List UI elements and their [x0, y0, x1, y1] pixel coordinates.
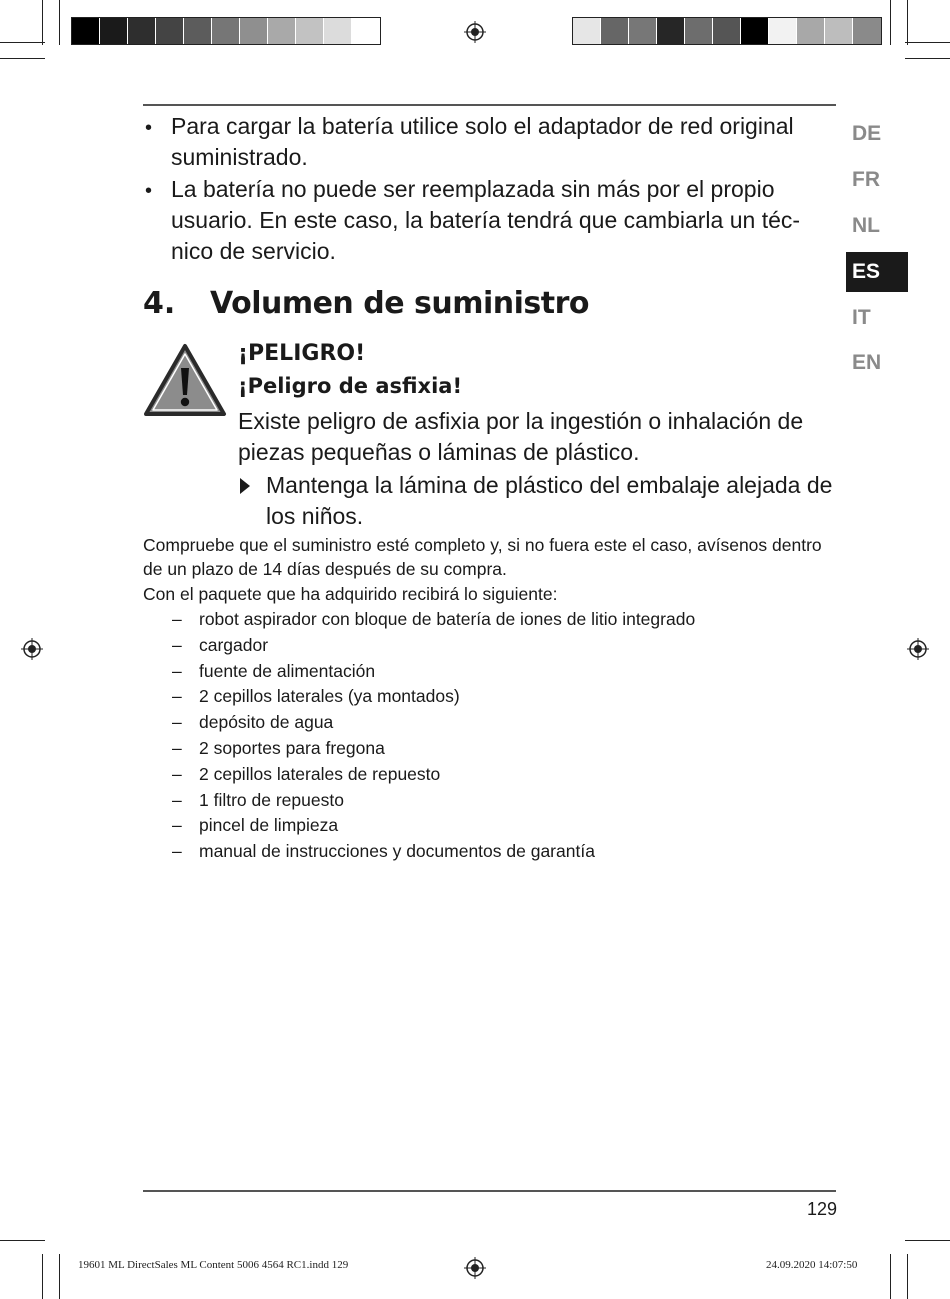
- color-swatch: [573, 18, 601, 44]
- registration-mark-icon: [907, 638, 929, 660]
- registration-mark-icon: [464, 1257, 486, 1279]
- color-swatch: [240, 18, 268, 44]
- list-dash: –: [172, 737, 182, 758]
- color-swatch: [685, 18, 713, 44]
- crop-mark: [907, 0, 908, 45]
- lang-tab-de[interactable]: DE: [852, 122, 882, 145]
- header-rule: [143, 104, 836, 106]
- crop-mark: [0, 42, 45, 43]
- color-swatch: [184, 18, 212, 44]
- list-dash: –: [172, 815, 182, 836]
- paragraph: Compruebe que el suministro esté completo y, si no fuera este el caso, avísenos dentro de un plazo de 14 días después de su compra.: [143, 535, 822, 579]
- list-dash: –: [172, 686, 182, 707]
- crop-mark: [59, 0, 60, 45]
- crop-mark: [42, 1254, 43, 1299]
- color-swatch: [629, 18, 657, 44]
- color-swatch: [324, 18, 352, 44]
- list-dash: –: [172, 841, 182, 862]
- footer-rule: [143, 1190, 836, 1192]
- lang-tab-it[interactable]: IT: [852, 306, 871, 329]
- list-item-text: manual de instrucciones y documentos de garantía: [199, 841, 595, 862]
- warning-text: Existe peligro de asfixia por la ingestión o inhalación de piezas pequeñas o láminas de plástico.: [238, 408, 804, 465]
- color-swatch: [156, 18, 184, 44]
- crop-mark: [905, 42, 950, 43]
- list-item-text: 2 cepillos laterales de repuesto: [199, 763, 441, 784]
- crop-mark: [905, 58, 950, 59]
- warning-subheading: ¡Peligro de asfixia!: [238, 374, 463, 398]
- crop-mark: [890, 1254, 891, 1299]
- arrow-right-icon: [240, 478, 250, 494]
- color-swatch: [769, 18, 797, 44]
- list-item-text: pincel de limpieza: [199, 815, 339, 836]
- color-swatch: [825, 18, 853, 44]
- color-swatch: [853, 18, 881, 44]
- bullet-symbol: •: [145, 117, 153, 139]
- list-dash: –: [172, 712, 182, 733]
- list-item-text: fuente de alimentación: [199, 660, 376, 681]
- color-swatch: [352, 18, 380, 44]
- list-dash: –: [172, 634, 182, 655]
- warning-triangle-icon: [143, 343, 227, 417]
- color-swatch: [601, 18, 629, 44]
- color-swatch: [212, 18, 240, 44]
- list-dash: –: [172, 789, 182, 810]
- crop-mark: [42, 0, 43, 45]
- list-item-text: 2 soportes para fregona: [199, 737, 385, 758]
- color-calibration-bar: [572, 17, 882, 45]
- lang-tab-nl[interactable]: NL: [852, 214, 880, 237]
- list-dash: –: [172, 609, 182, 629]
- crop-mark: [59, 1254, 60, 1299]
- section-title: Volumen de suministro: [210, 286, 590, 321]
- list-dash: –: [172, 660, 182, 681]
- color-swatch: [741, 18, 769, 44]
- registration-mark-icon: [464, 21, 486, 43]
- list-item-text: depósito de agua: [199, 712, 334, 733]
- color-calibration-bar: [71, 17, 381, 45]
- crop-mark: [905, 1240, 950, 1241]
- color-swatch: [128, 18, 156, 44]
- warning-action: Mantenga la lámina de plástico del embalaje alejada de los niños.: [266, 472, 833, 529]
- bullet-symbol: •: [145, 180, 153, 202]
- lang-tab-fr[interactable]: FR: [852, 168, 880, 191]
- list-dash: –: [172, 763, 182, 784]
- list-item-text: 2 cepillos laterales (ya montados): [199, 686, 460, 707]
- warning-heading: ¡PELIGRO!: [238, 341, 366, 366]
- list-item-text: 1 filtro de repuesto: [199, 789, 344, 810]
- list-item-text: cargador: [199, 634, 269, 655]
- bullet-item: La batería no puede ser reemplazada sin más por el propio usuario. En este caso, la batería tendrá que cambiarla un téc- nico de servicio.: [171, 176, 801, 264]
- paragraph: Con el paquete que ha adquirido recibirá lo siguiente:: [143, 584, 558, 604]
- list-item-text: robot aspirador con bloque de batería de iones de litio integrado: [199, 609, 696, 629]
- color-swatch: [296, 18, 324, 44]
- bullet-item: Para cargar la batería utilice solo el adaptador de red original suministrado.: [171, 113, 794, 170]
- lang-tab-es[interactable]: ES: [846, 252, 908, 292]
- color-swatch: [72, 18, 100, 44]
- page-number: 129: [806, 1199, 837, 1219]
- crop-mark: [0, 1240, 45, 1241]
- section-number: 4.: [143, 286, 176, 321]
- print-slug-timestamp: 24.09.2020 14:07:50: [766, 1259, 858, 1271]
- lang-tab-en[interactable]: EN: [852, 351, 882, 374]
- print-slug-file: 19601 ML DirectSales ML Content 5006 4564 RC1.indd 129: [78, 1259, 349, 1271]
- crop-mark: [907, 1254, 908, 1299]
- crop-mark: [0, 58, 45, 59]
- color-swatch: [268, 18, 296, 44]
- registration-mark-icon: [21, 638, 43, 660]
- crop-mark: [890, 0, 891, 45]
- color-swatch: [713, 18, 741, 44]
- color-swatch: [657, 18, 685, 44]
- color-swatch: [100, 18, 128, 44]
- color-swatch: [797, 18, 825, 44]
